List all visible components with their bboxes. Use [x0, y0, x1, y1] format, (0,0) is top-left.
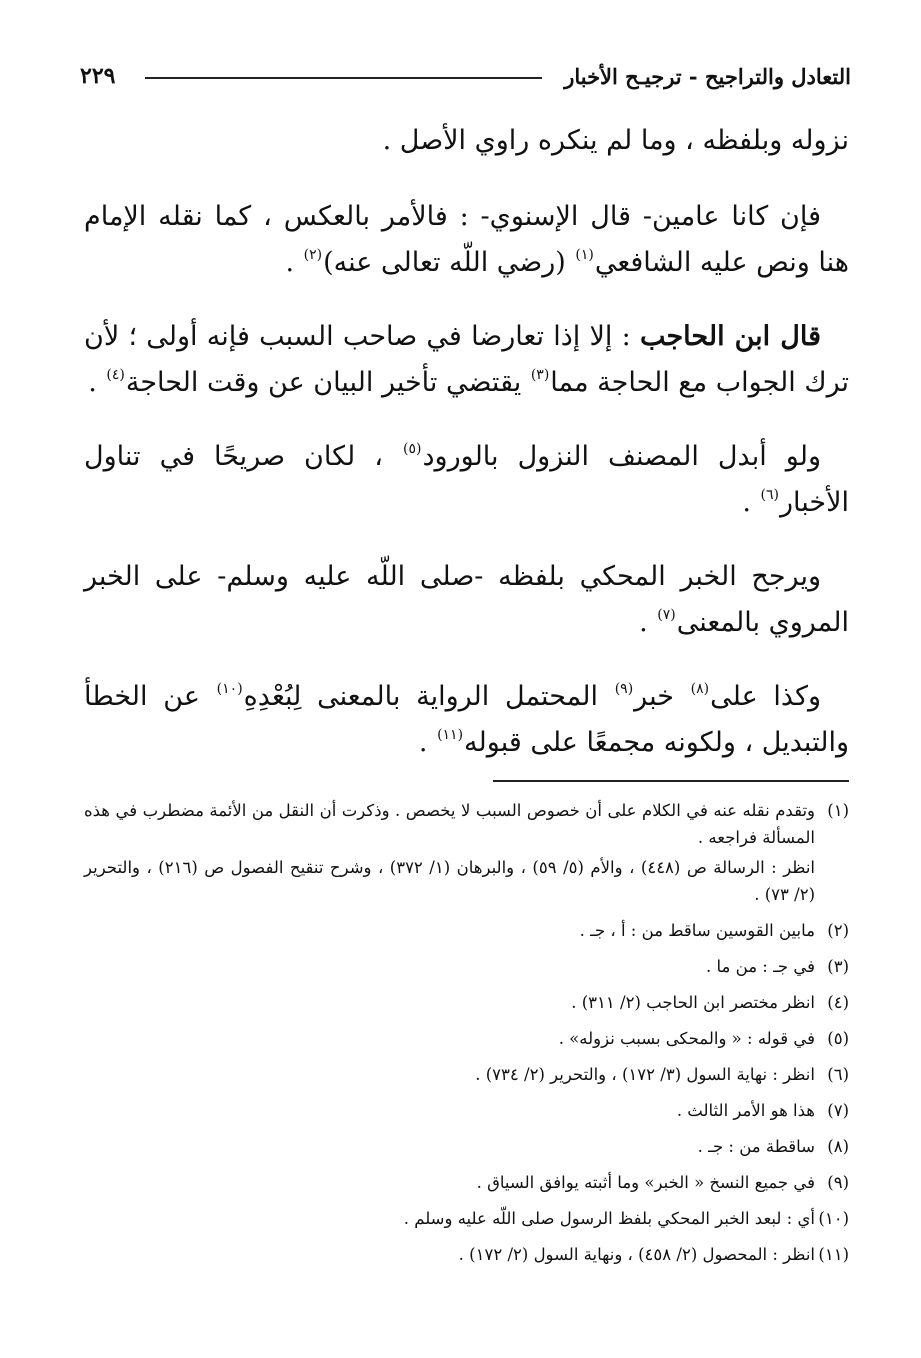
paragraph-text: نزوله وبلفظه ، وما لم ينكره راوي الأصل . [382, 125, 849, 156]
footnote-4 [84, 989, 849, 1016]
footnote-text: في قوله : « والمحكى بسبب نزوله» . [558, 1029, 815, 1048]
paragraph-text: خبر [634, 681, 690, 712]
footnote-ref[interactable]: (٤) [106, 367, 125, 383]
paragraph-text: المحتمل الرواية بالمعنى لِبُعْدِهِ [243, 681, 614, 712]
footnote-ref[interactable]: (٩) [614, 681, 634, 697]
footnote-ref[interactable]: (٢) [303, 247, 323, 263]
footnote-main: وتقدم نقله عنه في الكلام على أن خصوص السبب لا يخصص . وذكرت أن النقل من الأئمة مضطرب في هذه المسألة فراجعه . [84, 801, 815, 847]
footnote-6 [84, 1061, 849, 1088]
paragraph-text: . [285, 247, 303, 278]
footnote-ref[interactable]: (٧) [657, 607, 676, 623]
paragraph-4 [84, 434, 849, 526]
footnote-number: (٥) [827, 1029, 849, 1048]
footnote-text: في جميع النسخ « الخبر» وما أثبته يوافق السياق . [476, 1173, 815, 1192]
paragraph-text: (رضي اللّه تعالى عنه) [323, 247, 575, 278]
page-header [80, 52, 851, 100]
paragraph-text: فإن كانا عامين- قال الإسنوي- : فالأمر بالعكس ، كما نقله الإمام هنا ونص عليه الشافعي [84, 201, 849, 278]
running-title: التعادل والتراجيح - ترجيـح الأخبار [564, 63, 851, 89]
paragraph-text: . [418, 727, 437, 758]
footnote-number: (٤) [827, 993, 849, 1012]
footnote-number: (١) [827, 801, 849, 820]
paragraph-text: عن الخطأ والتبديل ، ولكونه مجمعًا على قبوله [84, 681, 849, 758]
footnote-text: في جـ : من ما . [706, 957, 815, 976]
footnote-number: (١١) [818, 1245, 849, 1264]
footnote-text: انظر مختصر ابن الحاجب (٢/ ٣١١) . [571, 993, 815, 1012]
paragraph-text: يقتضي تأخير البيان عن وقت الحاجة [125, 367, 530, 398]
footnote-ref[interactable]: (١١) [437, 727, 464, 743]
footnote-ref[interactable]: (١٠) [216, 681, 243, 697]
footnote-separator [493, 780, 849, 782]
paragraph-1 [84, 118, 849, 164]
footnote-1 [84, 797, 849, 908]
paragraph-text: ولو أبدل المصنف النزول بالورود [422, 441, 821, 472]
header-rule [145, 77, 542, 79]
footnote-2 [84, 917, 849, 944]
footnote-number: (٨) [827, 1137, 849, 1156]
footnote-text: انظر : نهاية السول (٣/ ١٧٢) ، والتحرير (٢/ ٧٣٤) . [475, 1065, 815, 1084]
paragraph-2 [84, 194, 849, 286]
footnote-ref[interactable]: (٦) [760, 487, 779, 503]
footnote-number: (٦) [827, 1065, 849, 1084]
paragraph-3 [84, 314, 849, 406]
footnote-text: مابين القوسين ساقط من : أ ، جـ . [579, 921, 815, 940]
footnote-ref[interactable]: (١) [575, 247, 594, 263]
footnote-references: انظر : الرسالة ص (٤٤٨) ، والأم (٥/ ٥٩) ، والبرهان (١/ ٣٧٢) ، وشرح تنقيح الفصول ص (٢١٦) ، والتحرير (٢/ ٧٣) . [84, 858, 816, 904]
speaker-label: قال ابن الحاجب [639, 321, 821, 352]
footnotes [84, 797, 849, 1277]
footnote-ref[interactable]: (٥) [403, 441, 422, 457]
footnote-number: (٢) [827, 921, 849, 940]
footnote-number: (٧) [827, 1101, 849, 1120]
footnote-text: ساقطة من : جـ . [697, 1137, 815, 1156]
footnote-3 [84, 953, 849, 980]
paragraph-text: ويرجح الخبر المحكي بلفظه -صلى اللّه عليه وسلم- على الخبر المروي بالمعنى [84, 561, 849, 638]
paragraph-text: . [742, 487, 760, 518]
footnote-5 [84, 1025, 849, 1052]
footnote-number: (١٠) [818, 1209, 849, 1228]
paragraph-text: : إلا إذا تعارضا في صاحب السبب فإنه أولى ؛ لأن ترك الجواب مع الحاجة مما [84, 321, 849, 398]
footnote-ref[interactable]: (٨) [690, 681, 710, 697]
paragraph-text: وكذا على [710, 681, 821, 712]
footnote-7 [84, 1097, 849, 1124]
footnote-8 [84, 1133, 849, 1160]
footnote-text: انظر : المحصول (٢/ ٤٥٨) ، ونهاية السول (٢/ ١٧٢) . [458, 1245, 815, 1264]
paragraph-text: . [88, 367, 106, 398]
footnote-number: (٩) [827, 1173, 849, 1192]
footnote-ref[interactable]: (٣) [530, 367, 550, 383]
paragraph-5 [84, 554, 849, 646]
page-number: ٢٢٩ [80, 63, 116, 89]
footnote-10 [84, 1205, 849, 1232]
footnote-number: (٣) [827, 957, 849, 976]
main-text [84, 118, 849, 794]
paragraph-text: . [639, 607, 657, 638]
footnote-text [84, 797, 815, 908]
footnote-text: هذا هو الأمر الثالث . [676, 1101, 815, 1120]
footnote-text: أي : لبعد الخبر المحكي بلفظ الرسول صلى اللّه عليه وسلم . [403, 1209, 815, 1228]
footnote-11 [84, 1241, 849, 1268]
paragraph-6 [84, 674, 849, 766]
footnote-9 [84, 1169, 849, 1196]
paragraph-text: ، لكان صريحًا في تناول الأخبار [84, 441, 849, 518]
